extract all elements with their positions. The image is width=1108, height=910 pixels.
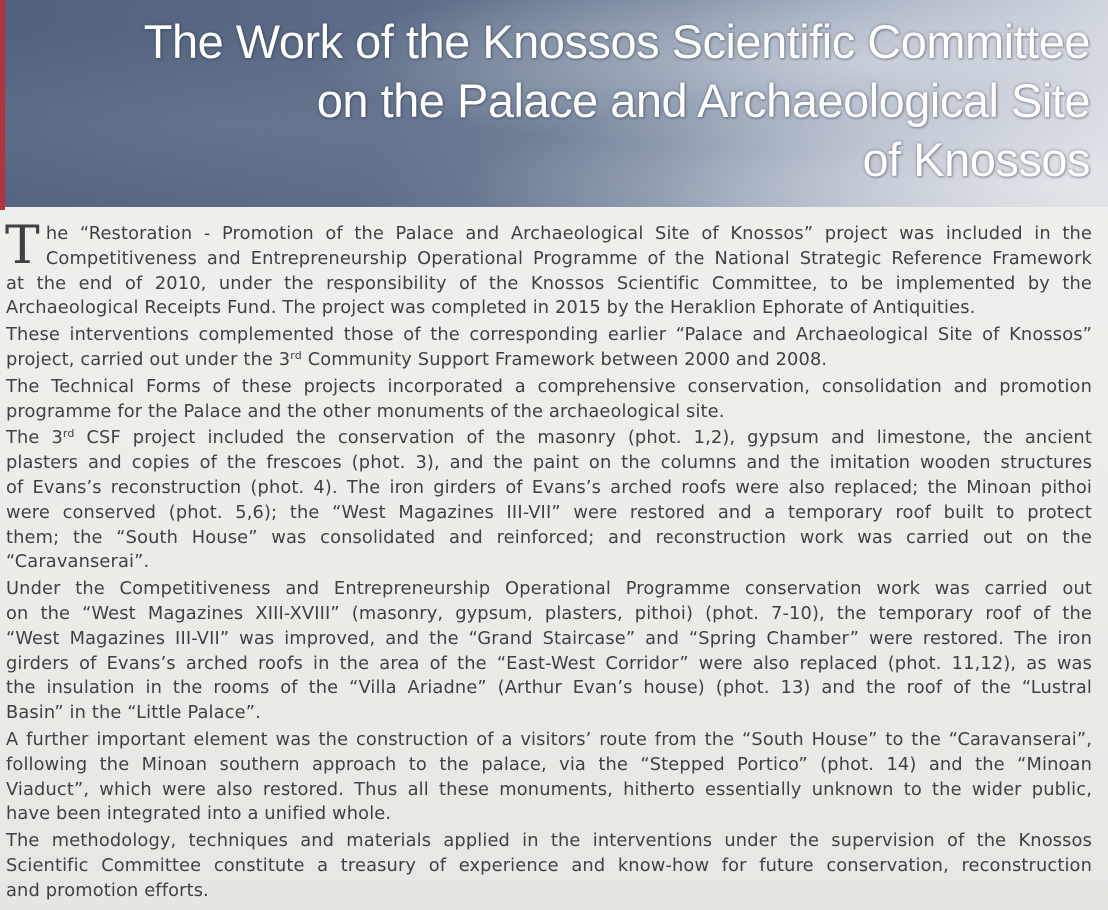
text-line: “Caravanserai”.: [6, 551, 150, 573]
text-line: of Evans’s reconstruction (phot. 4). The iron girders of Evans’s arched roofs were also replaced; the Minoan pithoi: [6, 476, 1092, 498]
text-line: following the Minoan southern approach to the palace, via the “Stepped Portico” (phot. 14) and the “Minoan: [6, 753, 1092, 775]
sign-title: [144, 12, 1090, 189]
drop-cap: T: [5, 216, 40, 276]
title-line: of Knossos: [862, 133, 1090, 186]
ordinal-suffix: rd: [290, 348, 302, 362]
text-line: the insulation in the rooms of the “Villa Ariadne” (Arthur Evan’s house) (phot. 13) and the roof of the “Lustral: [6, 677, 1092, 699]
text-fragment: The 3: [6, 427, 63, 449]
sign-header: [5, 0, 1108, 207]
text-line: them; the “South House” was consolidated and reinforced; and reconstruction work was carried out on the: [6, 526, 1092, 548]
text-line: girders of Evans’s arched roofs in the area of the “East-West Corridor” were also replaced (phot. 11,12), as was: [6, 652, 1092, 674]
paragraph-1: [5, 216, 1092, 321]
text-line: programme for the Palace and the other monuments of the archaeological site.: [6, 400, 725, 422]
text-line: These interventions complemented those of the corresponding earlier “Palace and Archaeological Site of Knossos”: [6, 324, 1092, 346]
text-line: Viaduct”, which were also restored. Thus all these monuments, hitherto essentially unknown to the wider public,: [6, 778, 1092, 800]
text-line: and promotion efforts.: [6, 879, 209, 901]
text-fragment: project, carried out under the 3: [6, 348, 291, 370]
title-line: The Work of the Knossos Scientific Committee: [143, 15, 1090, 68]
text-line: A further important element was the construction of a visitors’ route from the “South House” to the “Caravanserai”,: [6, 728, 1092, 750]
text-line: “West Magazines III-VII” was improved, and the “Grand Staircase” and “Spring Chamber” were restored. The iron: [6, 627, 1092, 649]
paragraph-7: [6, 829, 1092, 903]
text-line: The methodology, techniques and materials applied in the interventions under the supervision of the Knossos: [6, 830, 1092, 852]
paragraph-6: [6, 728, 1092, 827]
text-line: Basin” in the “Little Palace”.: [6, 702, 261, 724]
text-line: Competitiveness and Entrepreneurship Operational Programme of the National Strategic Reference Framework: [45, 247, 1092, 269]
text-line: [6, 348, 1092, 373]
text-line: have been integrated into a unified whole.: [6, 803, 392, 825]
text-line: plasters and copies of the frescoes (phot. 3), and the paint on the columns and the imitation wooden structures: [6, 452, 1092, 474]
text-line: Under the Competitiveness and Entrepreneurship Operational Programme conservation work was carried out: [6, 578, 1092, 600]
text-line: The Technical Forms of these projects incorporated a comprehensive conservation, consolidation and promotion: [6, 375, 1092, 397]
text-line: he “Restoration - Promotion of the Palace and Archaeological Site of Knossos” project was included in the: [45, 223, 1092, 244]
text-line: Archaeological Receipts Fund. The project was completed in 2015 by the Heraklion Ephorate of Antiquities.: [6, 297, 976, 319]
text-line: on the “West Magazines XIII-XVIII” (masonry, gypsum, plasters, pithoi) (phot. 7-10), the temporary roof of the: [6, 602, 1092, 624]
paragraph-3: [6, 375, 1092, 425]
ordinal-suffix: rd: [62, 427, 75, 441]
paragraph-2: [6, 323, 1092, 373]
text-fragment: Community Support Framework between 2000 and 2008.: [301, 348, 828, 370]
title-line: on the Palace and Archaeological Site: [316, 74, 1090, 127]
paragraph-5: [6, 577, 1092, 726]
sign-body-text: [5, 216, 1092, 906]
text-line: were conserved (phot. 5,6); the “West Magazines III-VII” were restored and a temporary roof built to protect: [6, 501, 1092, 523]
text-line: [6, 426, 1092, 451]
text-fragment: CSF project included the conservation of the masonry (phot. 1,2), gypsum and limestone, the ancient: [74, 427, 1092, 449]
text-line: Scientific Committee constitute a treasury of experience and know-how for future conservation, reconstruction: [6, 854, 1092, 876]
paragraph-4: [6, 426, 1092, 575]
text-line: at the end of 2010, under the responsibility of the Knossos Scientific Committee, to be implemented by the: [6, 272, 1092, 294]
